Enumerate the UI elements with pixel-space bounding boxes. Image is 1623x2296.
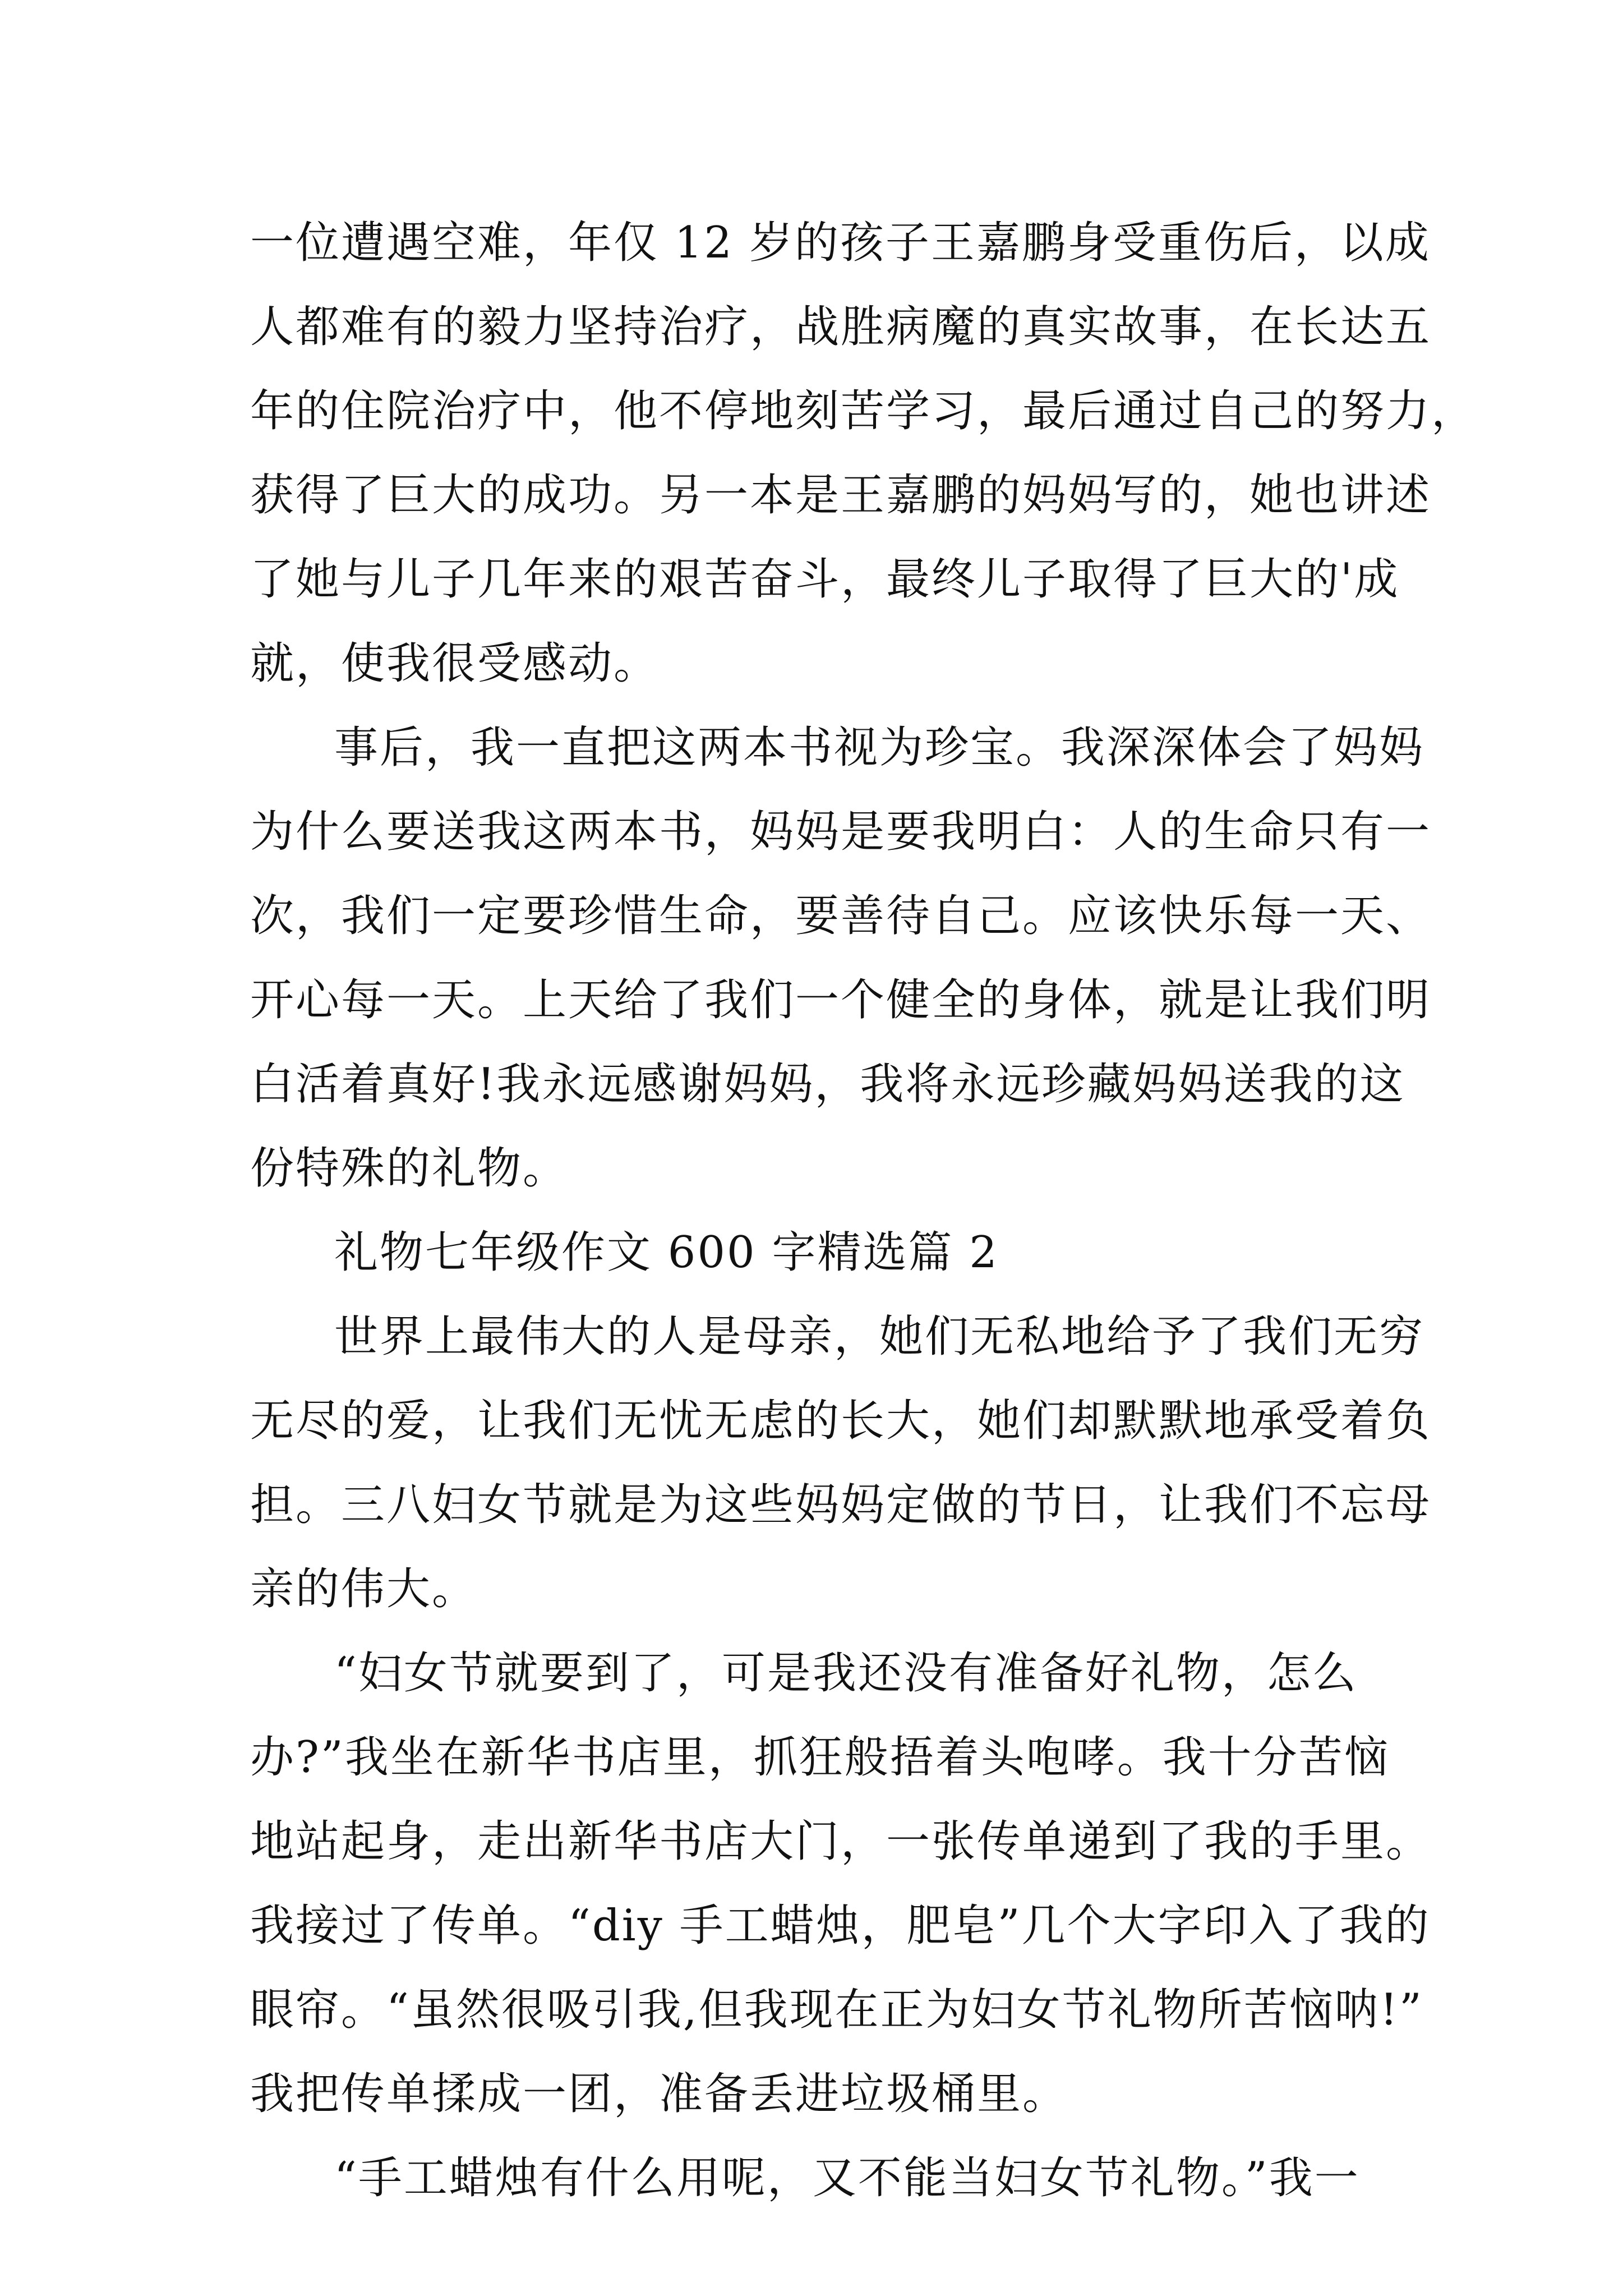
text-line: 一位遭遇空难，年仅 12 岁的孩子王嘉鹏身受重伤后，以成	[250, 218, 1431, 268]
text-line: 地站起身，走出新华书店大门，一张传单递到了我的手里。	[250, 1816, 1432, 1867]
text-line: 无尽的爱，让我们无忧无虑的长大，她们却默默地承受着负	[250, 1396, 1432, 1446]
text-line: 为什么要送我这两本书，妈妈是要我明白：人的生命只有一	[250, 807, 1432, 857]
text-line: 人都难有的毅力坚持治疗，战胜病魔的真实故事，在长达五	[250, 302, 1432, 352]
text-line: “妇女节就要到了，可是我还没有准备好礼物，怎么	[334, 1648, 1358, 1699]
text-line: “手工蜡烛有什么用呢，又不能当妇女节礼物。”我一	[334, 2153, 1360, 2203]
text-line: 担。三八妇女节就是为这些妈妈定做的节日，让我们不忘母	[250, 1480, 1432, 1530]
text-line: 我接过了传单。“diy 手工蜡烛，肥皂”几个大字印入了我的	[250, 1901, 1431, 1951]
section-heading: 礼物七年级作文 600 字精选篇 2	[334, 1227, 999, 1278]
text-line: 份特殊的礼物。	[250, 1143, 569, 1194]
text-line: 次，我们一定要珍惜生命，要善待自己。应该快乐每一天、	[250, 891, 1432, 941]
text-line: 了她与儿子几年来的艰苦奋斗，最终儿子取得了巨大的'成	[250, 554, 1400, 605]
text-line: 开心每一天。上天给了我们一个健全的身体，就是让我们明	[250, 975, 1432, 1025]
text-line: 白活着真好!我永远感谢妈妈，我将永远珍藏妈妈送我的这	[250, 1059, 1405, 1110]
text-line: 年的住院治疗中，他不停地刻苦学习，最后通过自己的努力，	[250, 386, 1477, 436]
text-line: 我把传单揉成一团，准备丢进垃圾桶里。	[250, 2069, 1068, 2119]
text-line: 亲的伟大。	[250, 1564, 478, 1614]
text-line: 世界上最伟大的人是母亲，她们无私地给予了我们无穷	[334, 1312, 1425, 1362]
text-line: 眼帘。“虽然很吸引我,但我现在正为妇女节礼物所苦恼呐!”	[250, 1985, 1423, 2035]
text-line: 就，使我很受感动。	[250, 638, 660, 689]
text-line: 办?”我坐在新华书店里，抓狂般捂着头咆哮。我十分苦恼	[250, 1732, 1390, 1783]
text-line: 事后，我一直把这两本书视为珍宝。我深深体会了妈妈	[334, 723, 1425, 773]
text-line: 获得了巨大的成功。另一本是王嘉鹏的妈妈写的，她也讲述	[250, 470, 1432, 521]
